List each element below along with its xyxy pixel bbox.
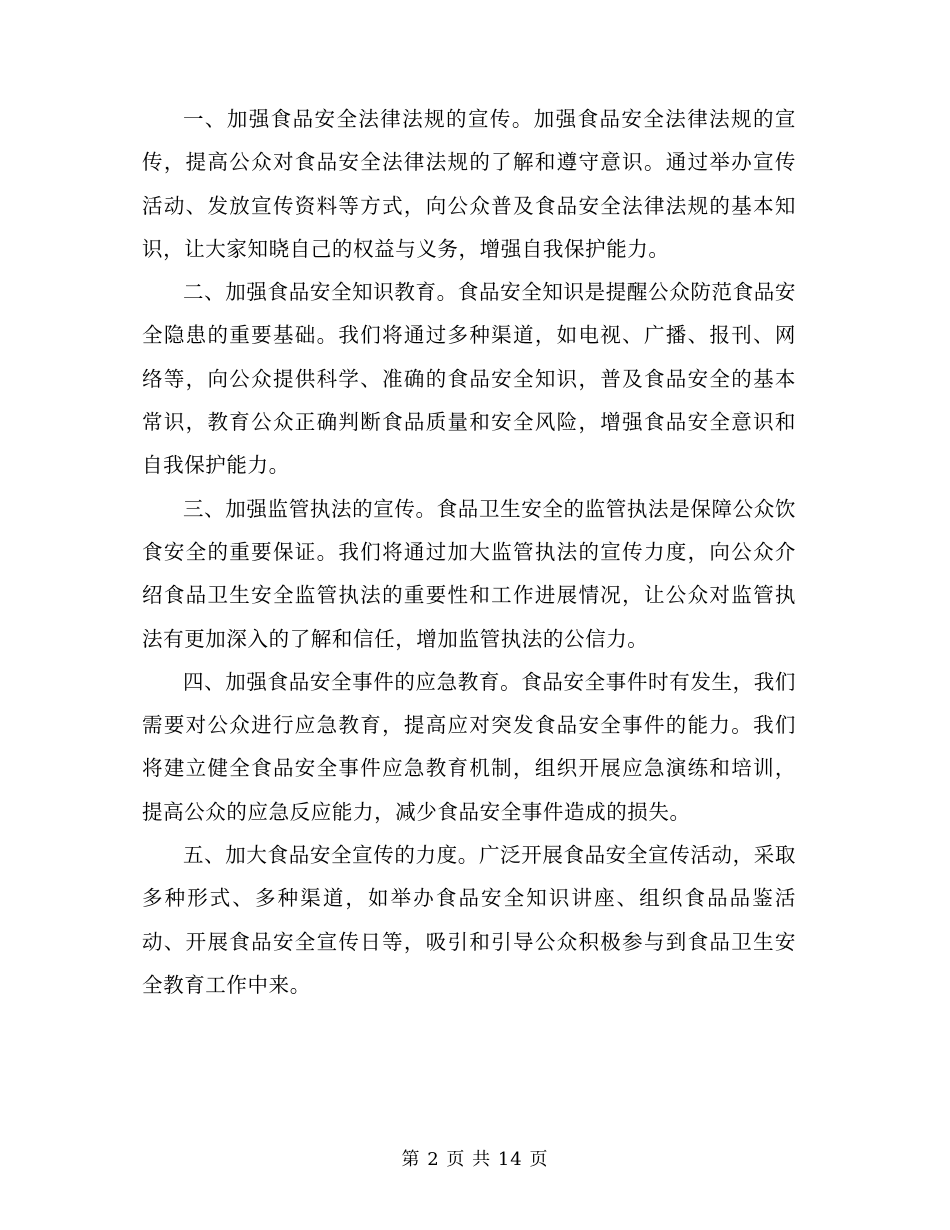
paragraph-1: 一、加强食品安全法律法规的宣传。加强食品安全法律法规的宣传，提高公众对食品安全法律法规的了解和遵守意识。通过举办宣传活动、发放宣传资料等方式，向公众普及食品安全法律法规的基本知识，让大家知晓自己的权益与义务，增强自我保护能力。 [142, 107, 796, 261]
page-footer [0, 1148, 950, 1172]
page-number-label: 第 2 页 共 14 页 [401, 1149, 549, 1170]
paragraph-5: 五、加大食品安全宣传的力度。广泛开展食品安全宣传活动，采取多种形式、多种渠道，如举办食品安全知识讲座、组织食品品鉴活动、开展食品安全宣传日等，吸引和引导公众积极参与到食品卫生安全教育工作中来。 [142, 843, 796, 997]
paragraph-2: 二、加强食品安全知识教育。食品安全知识是提醒公众防范食品安全隐患的重要基础。我们将通过多种渠道，如电视、广播、报刊、网络等，向公众提供科学、准确的食品安全知识，普及食品安全的基本常识，教育公众正确判断食品质量和安全风险，增强食品安全意识和自我保护能力。 [142, 280, 796, 478]
document-body [142, 98, 796, 999]
paragraph-4: 四、加强食品安全事件的应急教育。食品安全事件时有发生，我们需要对公众进行应急教育，提高应对突发食品安全事件的能力。我们将建立健全食品安全事件应急教育机制，组织开展应急演练和培训，提高公众的应急反应能力，减少食品安全事件造成的损失。 [142, 669, 796, 824]
paragraph-3: 三、加强监管执法的宣传。食品卫生安全的监管执法是保障公众饮食安全的重要保证。我们将通过加大监管执法的宣传力度，向公众介绍食品卫生安全监管执法的重要性和工作进展情况，让公众对监管执法有更加深入的了解和信任，增加监管执法的公信力。 [142, 496, 796, 651]
